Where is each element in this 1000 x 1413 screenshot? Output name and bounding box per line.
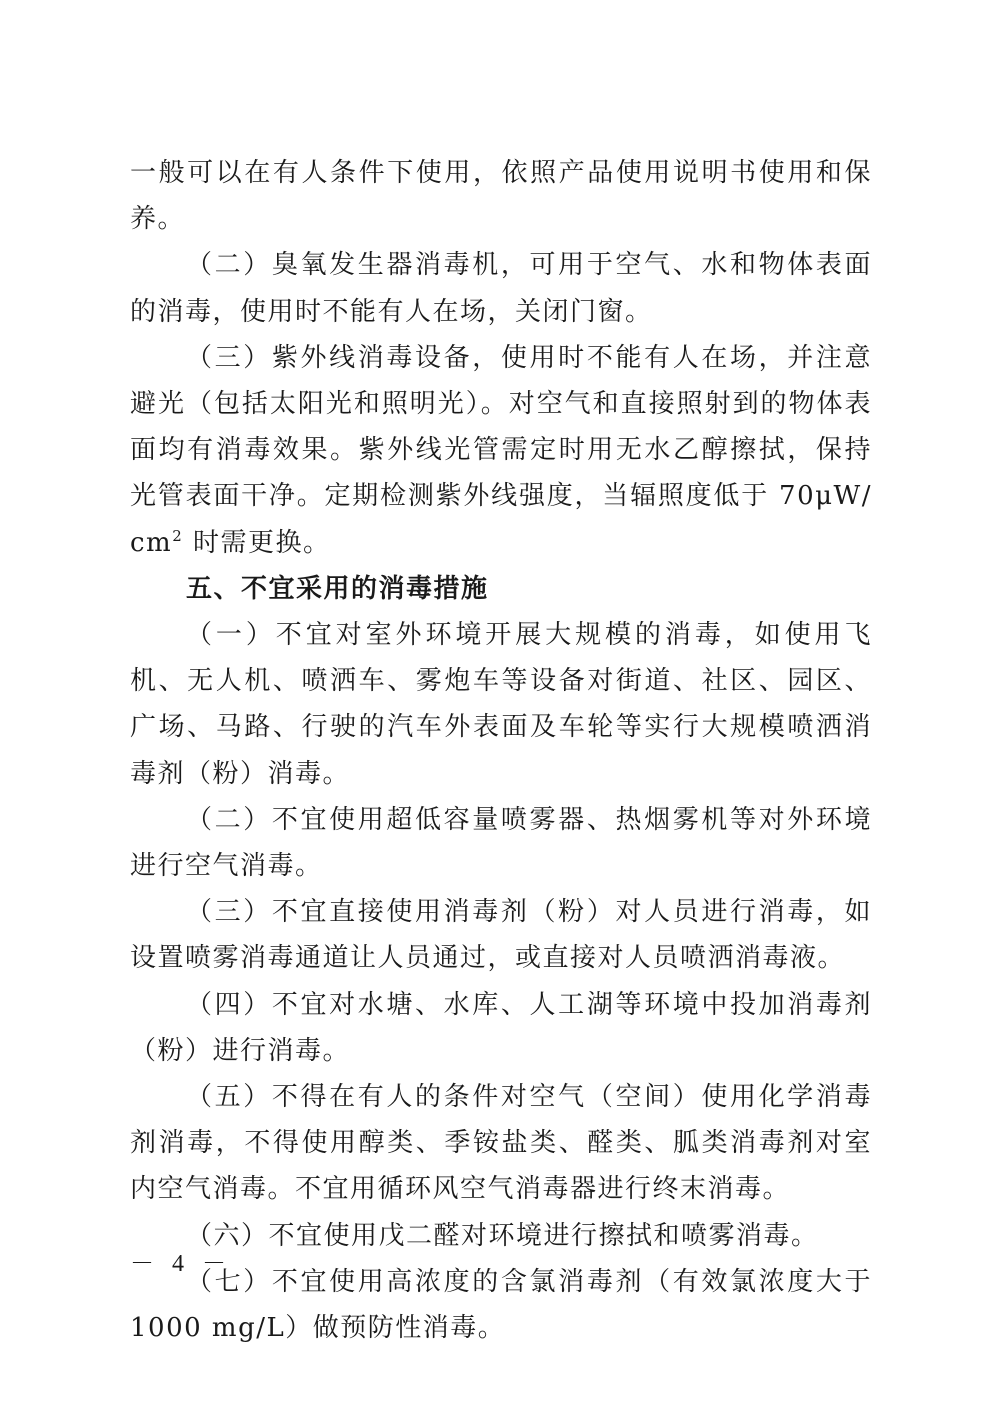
uv-text-before: （三）紫外线消毒设备，使用时不能有人在场，并注意避光（包括太阳光和照明光）。对空气和直接照射到的物体表面均有消毒效果。紫外线光管需定时用无水乙醇擦拭，保持光管表面干净。定期检测紫外线强度，当辐照度低于 70μW/cm	[130, 342, 872, 558]
document-body	[130, 150, 872, 1351]
paragraph-item-six: （六）不宜使用戊二醛对环境进行擦拭和喷雾消毒。	[186, 1220, 819, 1251]
page-number: － 4 －	[130, 1251, 232, 1277]
paragraph-item-five: （五）不得在有人的条件对空气（空间）使用化学消毒剂消毒，不得使用醇类、季铵盐类、醛类、胍类消毒剂对室内空气消毒。不宜用循环风空气消毒器进行终末消毒。	[130, 1082, 872, 1205]
section-heading-five: 五、不宜采用的消毒措施	[186, 573, 489, 604]
paragraph-item-seven: （七）不宜使用高浓度的含氯消毒剂（有效氯浓度大于 1000 mg/L）做预防性消毒。	[130, 1266, 872, 1344]
paragraph-continuation: 一般可以在有人条件下使用，依照产品使用说明书使用和保养。	[130, 158, 872, 235]
paragraph-item-four: （四）不宜对水塘、水库、人工湖等环境中投加消毒剂（粉）进行消毒。	[130, 989, 872, 1066]
paragraph-item-one: （一）不宜对室外环境开展大规模的消毒，如使用飞机、无人机、喷洒车、雾炮车等设备对街道、社区、园区、广场、马路、行驶的汽车外表面及车轮等实行大规模喷洒消毒剂（粉）消毒。	[130, 620, 872, 789]
superscript-two: 2	[172, 526, 184, 545]
uv-text-after: 时需更换。	[183, 527, 331, 558]
paragraph-uv-equipment	[130, 335, 872, 566]
paragraph-item-three: （三）不宜直接使用消毒剂（粉）对人员进行消毒，如设置喷雾消毒通道让人员通过，或直接对人员喷洒消毒液。	[130, 897, 872, 974]
paragraph-ozone-generator: （二）臭氧发生器消毒机，可用于空气、水和物体表面的消毒，使用时不能有人在场，关闭门窗。	[130, 250, 872, 327]
paragraph-item-two: （二）不宜使用超低容量喷雾器、热烟雾机等对外环境进行空气消毒。	[130, 804, 872, 882]
